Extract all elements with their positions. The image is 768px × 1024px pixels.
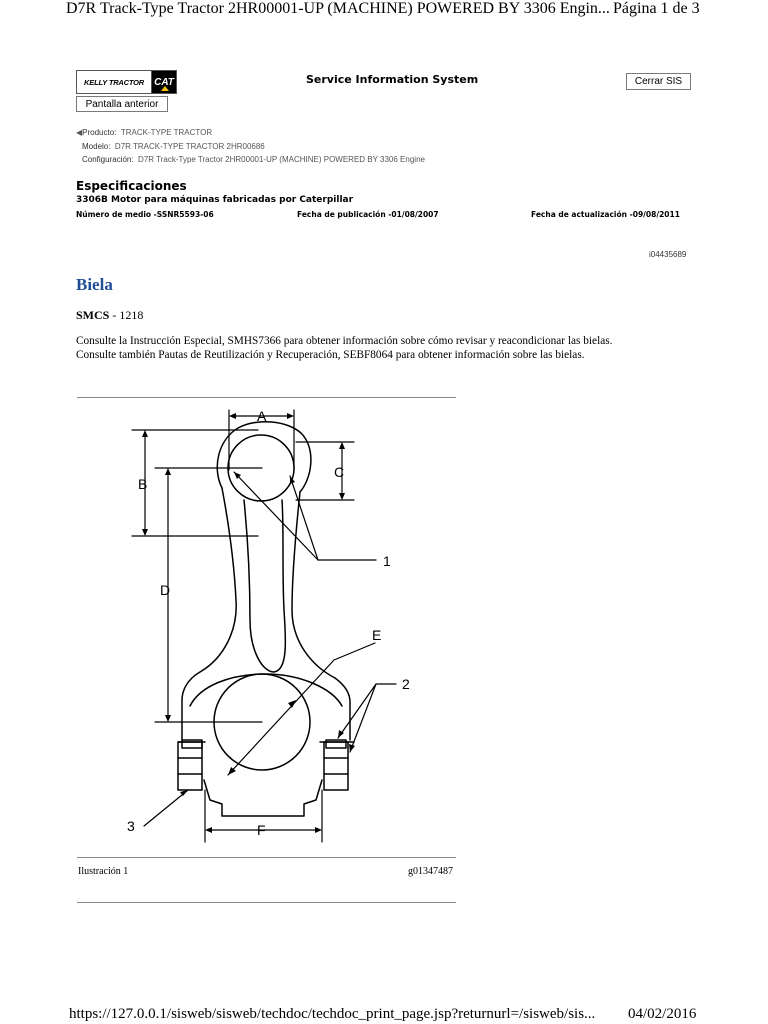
logo-dealer-text: KELLY TRACTOR	[77, 71, 152, 93]
dimension-label-d: D	[160, 582, 171, 598]
smcs-value: - 1218	[109, 308, 144, 322]
product-value: TRACK-TYPE TRACTOR	[120, 128, 213, 137]
paragraph-reuse-guidelines: Consulte también Pautas de Reutilización y Recuperación, SEBF8064 para obtener información sobre las bielas.	[76, 349, 585, 361]
print-page-number: Página 1 de 3	[613, 0, 700, 17]
illustration-caption: Ilustración 1	[78, 866, 129, 877]
media-number: Número de medio -SSNR5593-06	[76, 210, 214, 219]
callout-label-3: 3	[127, 818, 135, 834]
model-label: Modelo:	[82, 142, 111, 151]
print-footer-date: 04/02/2016	[628, 1006, 697, 1022]
document-subtitle: 3306B Motor para máquinas fabricadas por Caterpillar	[76, 195, 354, 205]
sis-title: Service Information System	[306, 73, 479, 86]
close-sis-button[interactable]: Cerrar SIS	[626, 73, 691, 90]
config-label: Configuración:	[82, 155, 134, 164]
dimension-label-b: B	[138, 476, 148, 492]
product-label: Producto:	[82, 128, 117, 137]
dimension-label-e: E	[372, 627, 382, 643]
cat-logo: CAT	[152, 71, 176, 93]
dimension-label-f: F	[257, 822, 266, 838]
previous-screen-button[interactable]: Pantalla anterior	[76, 96, 168, 112]
page-heading: Biela	[76, 275, 113, 294]
smcs-label: SMCS	[76, 308, 110, 322]
illustration-bottom-rule	[77, 902, 456, 903]
document-id: i04435689	[649, 250, 687, 259]
publication-date: Fecha de publicación -01/08/2007	[297, 210, 439, 219]
back-arrow-icon[interactable]: ◀	[76, 128, 83, 137]
print-footer-url: https://127.0.0.1/sisweb/sisweb/techdoc/techdoc_print_page.jsp?returnurl=/sisweb/sis...	[69, 1006, 596, 1022]
dimension-label-a: A	[257, 408, 267, 424]
print-header-title: D7R Track-Type Tractor 2HR00001-UP (MACHINE) POWERED BY 3306 Engin...	[66, 0, 610, 17]
illustration-caption-rule	[77, 857, 456, 858]
config-value: D7R Track-Type Tractor 2HR00001-UP (MACHINE) POWERED BY 3306 Engine	[138, 155, 425, 164]
dimension-label-c: C	[334, 464, 345, 480]
paragraph-special-instruction: Consulte la Instrucción Especial, SMHS7366 para obtener información sobre cómo revisar y reacondicionar las bielas.	[76, 335, 613, 347]
illustration-graphic-id: g01347487	[408, 866, 453, 877]
update-date: Fecha de actualización -09/08/2011	[531, 210, 680, 219]
section-title: Especificaciones	[76, 179, 187, 193]
model-value: D7R TRACK-TYPE TRACTOR 2HR00686	[114, 142, 265, 151]
callout-label-2: 2	[402, 676, 410, 692]
callout-label-1: 1	[383, 553, 391, 569]
